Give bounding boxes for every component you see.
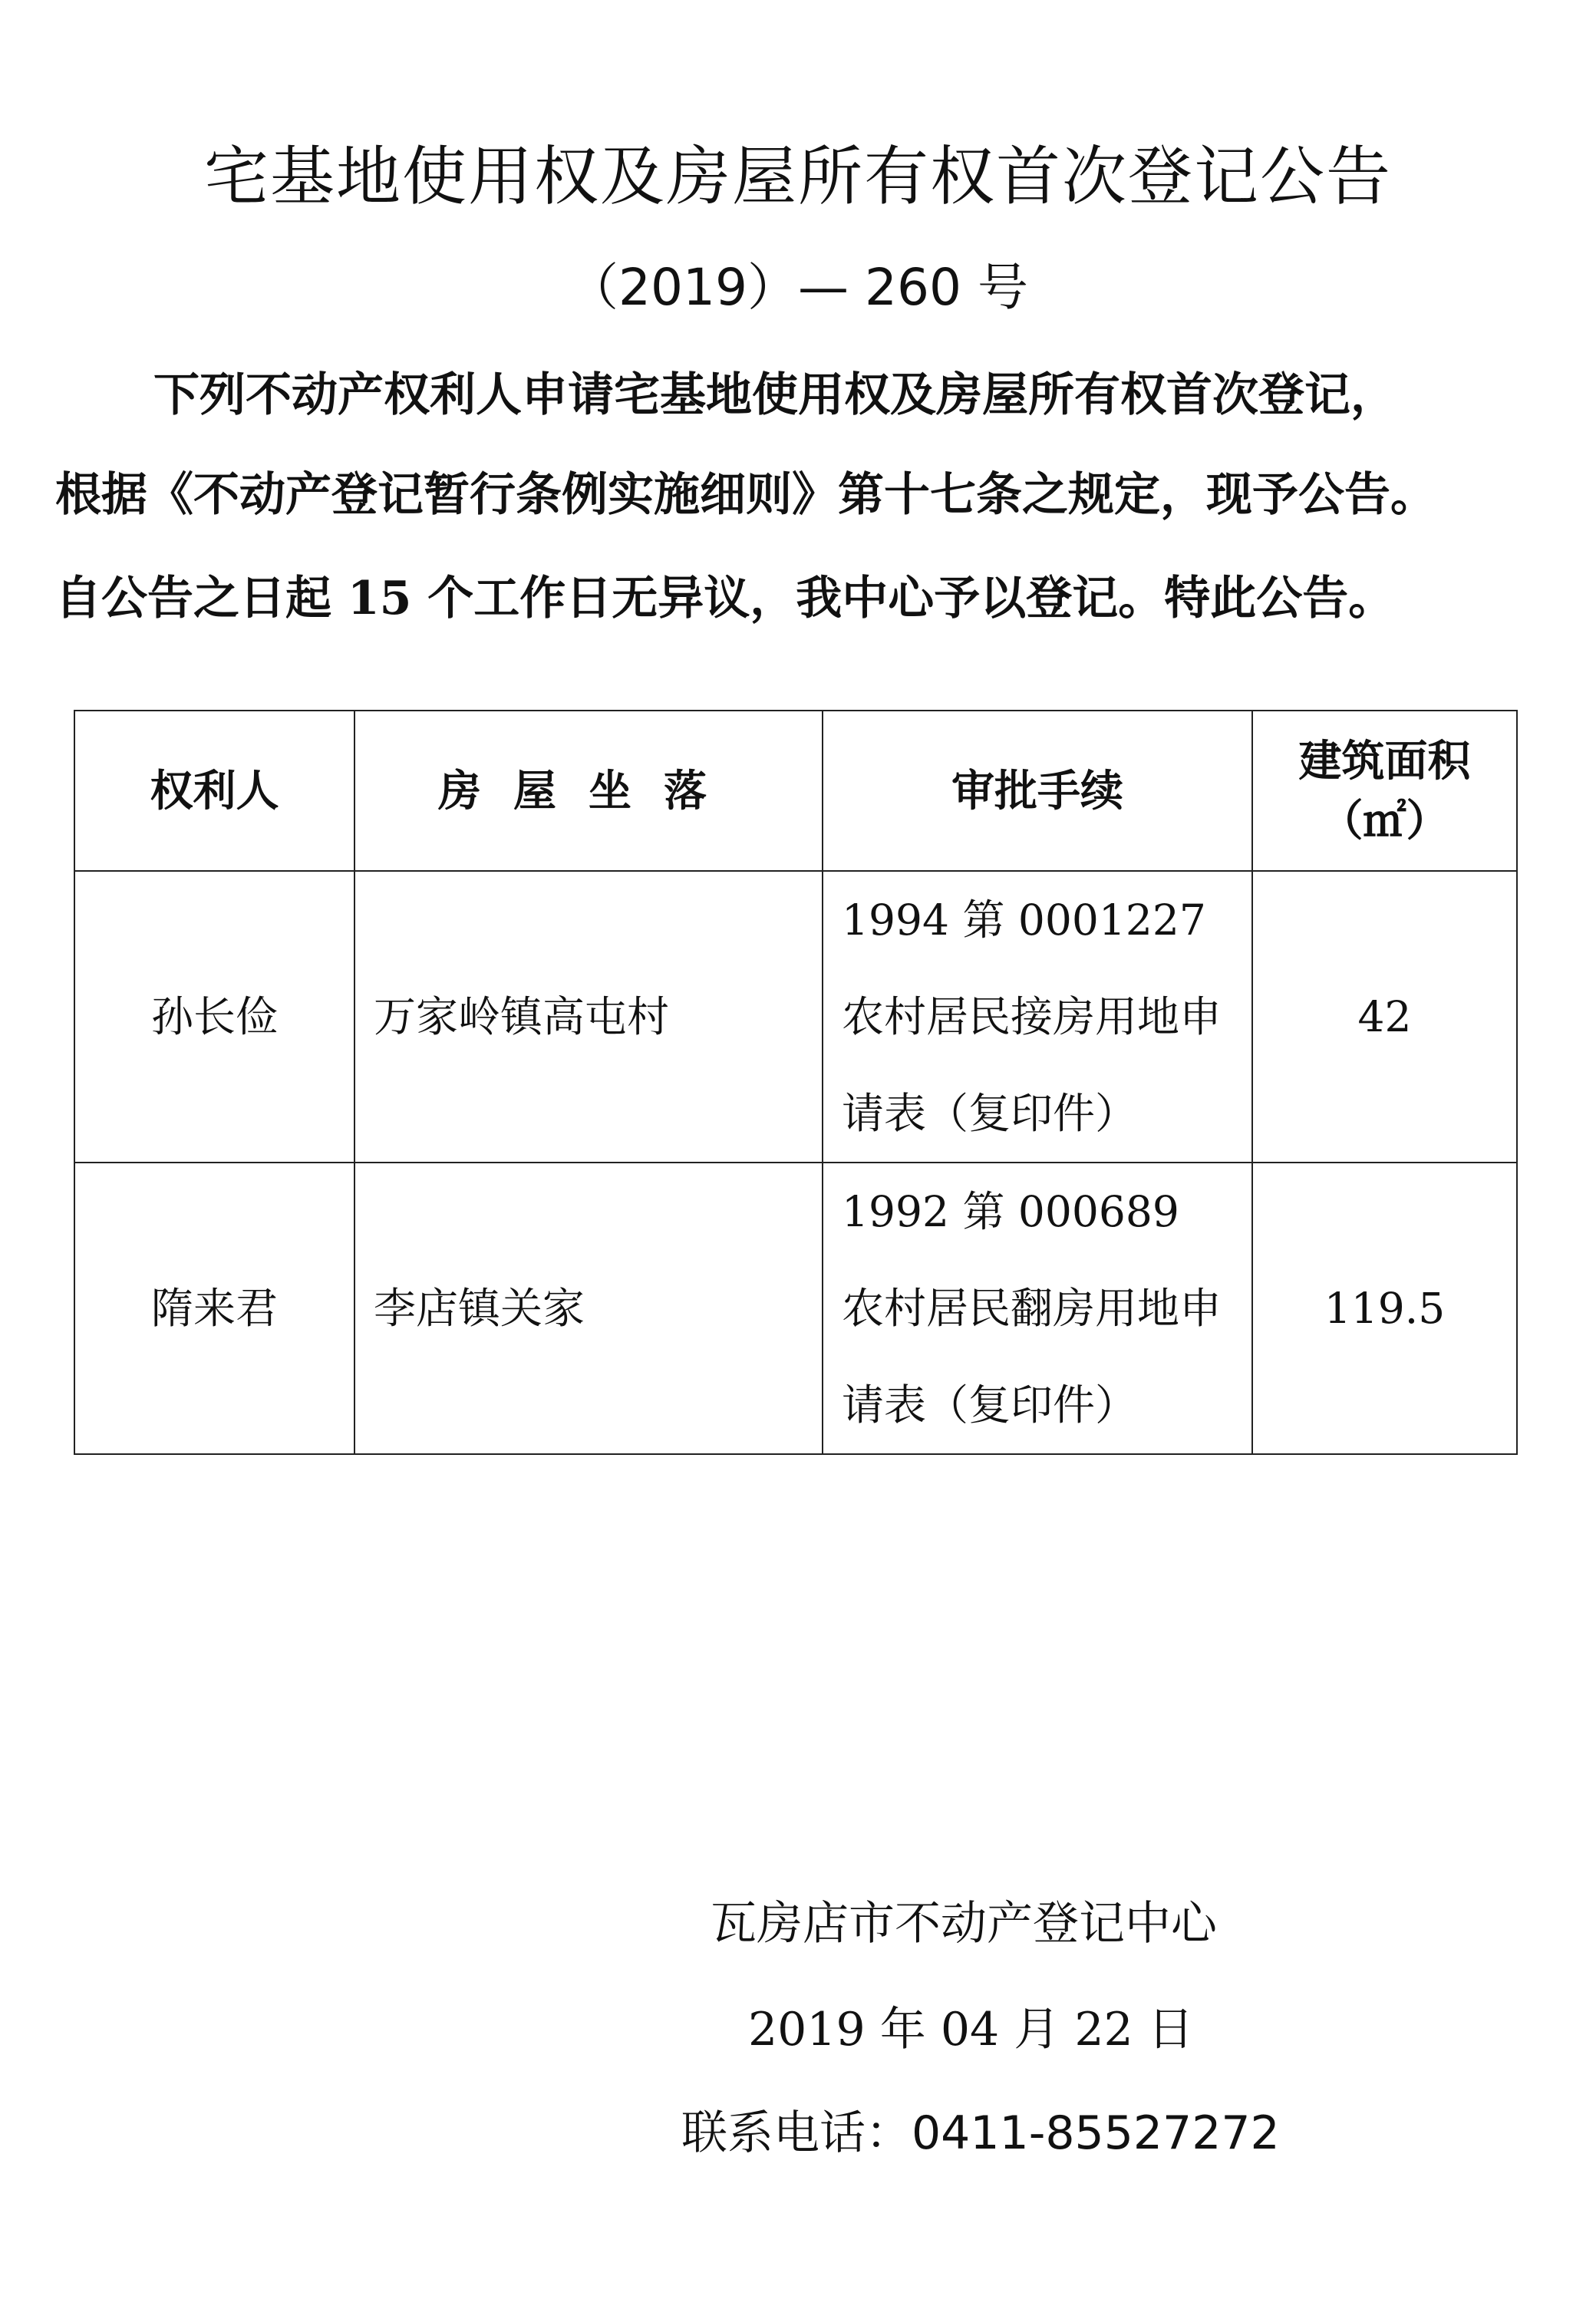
cell-approval: 1994 第 0001227 农村居民接房用地申请表（复印件）: [823, 871, 1252, 1163]
registration-table: [74, 710, 1518, 1455]
cell-location: 万家岭镇高屯村: [354, 871, 823, 1163]
table-row: [74, 1163, 1517, 1454]
issuing-organization: 瓦房店市不动产登记中心: [711, 1897, 1217, 1951]
notice-line-3: 自公告之日起 15 个工作日无异议，我中心予以登记。特此公告。: [55, 572, 1395, 625]
cell-location: 李店镇关家: [354, 1163, 823, 1454]
page-title: 宅基地使用权及房屋所有权首次登记公告: [203, 139, 1392, 214]
document-number: （2019）— 260 号: [568, 258, 1028, 317]
cell-owner: 隋来君: [74, 1163, 354, 1454]
header-owner: 权利人: [74, 711, 354, 871]
notice-line-1: 下列不动产权利人申请宅基地使用权及房屋所有权首次登记，: [153, 368, 1396, 422]
issue-date: 2019 年 04 月 22 日: [748, 2003, 1194, 2056]
cell-owner: 孙长俭: [74, 871, 354, 1163]
contact-phone: 联系电话：0411-85527272: [681, 2106, 1280, 2160]
notice-line-2: 根据《不动产登记暂行条例实施细则》第十七条之规定，现予公告。: [55, 468, 1436, 522]
cell-area: 42: [1252, 871, 1517, 1163]
header-area: [1252, 711, 1517, 871]
table-header-row: [74, 711, 1517, 871]
header-area-unit: （㎡）: [1320, 795, 1449, 846]
header-approval: 审批手续: [823, 711, 1252, 871]
cell-area: 119.5: [1252, 1163, 1517, 1454]
header-area-label: 建筑面积: [1298, 735, 1471, 787]
cell-approval: 1992 第 000689 农村居民翻房用地申请表（复印件）: [823, 1163, 1252, 1454]
header-location: 房屋坐落: [354, 711, 823, 871]
table-row: [74, 871, 1517, 1163]
